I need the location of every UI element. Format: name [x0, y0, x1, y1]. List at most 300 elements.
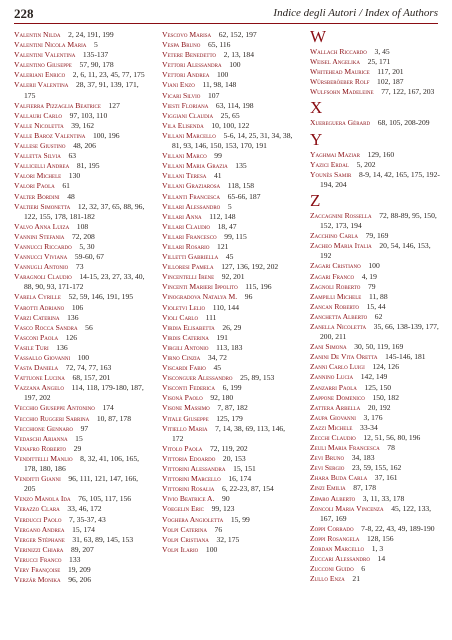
page-references: 68, 105, 208-209 [377, 118, 430, 128]
index-entry [14, 292, 146, 302]
author-name: Zattera Arbella [310, 402, 361, 412]
page-references: 99, 115 [224, 231, 247, 241]
author-name: Vescovo Marisa [162, 30, 212, 39]
index-entry [14, 30, 146, 40]
index-entry [162, 192, 294, 202]
page-references: 135-137 [82, 50, 109, 60]
index-entry [162, 474, 294, 484]
page-references: 73 [75, 262, 84, 272]
page-references: 72, 74, 77, 163 [65, 363, 112, 373]
page-references: 124, 126 [372, 362, 399, 372]
index-entry [14, 242, 146, 252]
page-references: 129, 160 [367, 149, 395, 159]
author-name: Virdis Caterina [162, 332, 209, 342]
index-entry [14, 252, 146, 262]
author-name: Zeuli Maria Francesca [310, 443, 380, 453]
author-name: Varzi Caterina [14, 312, 60, 322]
author-name: Vedaschi Arianna [14, 433, 68, 443]
index-entry [14, 70, 146, 80]
page-references: 72, 119, 202 [210, 443, 248, 453]
author-name: Virdia Elisabetta [162, 322, 215, 332]
page-references: 18, 47 [217, 221, 237, 231]
author-name: Vecchio Giuseppe Antonino [14, 403, 95, 413]
index-entry [14, 141, 146, 151]
page-references: 3, 176 [363, 412, 383, 422]
index-entry [14, 40, 146, 50]
author-name: Valori Michele [14, 171, 62, 181]
page-references: 12, 51, 56, 80, 196 [363, 433, 421, 442]
page-references: 29 [73, 443, 82, 453]
index-entry [162, 515, 294, 525]
page-references: 100 [229, 60, 241, 70]
page-references: 100 [77, 353, 90, 362]
author-name: Visconti Federica [162, 383, 215, 393]
author-name: Valvo Anna Luiza [14, 221, 70, 231]
author-name: Whitehead Maurice [310, 67, 370, 77]
index-entry [14, 192, 146, 202]
page-references: 65, 116 [207, 40, 231, 50]
index-entry [14, 565, 146, 575]
author-name: Zanchetta Alberto [310, 311, 368, 321]
index-entry [162, 151, 294, 161]
index-entry [162, 50, 294, 60]
page-references: 72, 88-89, 95, 150, 152, 173, 194 [320, 210, 437, 231]
index-entry [14, 383, 146, 403]
page-references: 23, 59, 155, 162 [351, 463, 402, 473]
index-entry [310, 393, 442, 403]
author-name: Zucconi Guido [310, 564, 354, 574]
author-name: Vallicelli Andrea [14, 161, 70, 171]
page-references: 113, 183 [216, 342, 243, 352]
index-entry [14, 101, 146, 111]
index-entry [14, 121, 146, 131]
author-name: Vittorini Rosalia [162, 484, 215, 494]
index-entry [310, 453, 442, 463]
author-name: Villoresi Pamela [162, 262, 214, 272]
page-references: 128, 156 [366, 533, 394, 543]
page-number: 228 [14, 6, 34, 21]
index-entry [162, 101, 294, 111]
page-references: 127 [108, 100, 120, 110]
page-references: 111 [205, 312, 217, 322]
author-name: Viesti Floriana [162, 100, 209, 110]
page-references: 100 [216, 70, 229, 80]
page-references: 121 [217, 241, 229, 251]
page-references: 107 [207, 90, 220, 100]
index-entry [310, 483, 442, 493]
page-references: 37, 161 [374, 473, 398, 483]
author-name: Vattuone Lucina [14, 373, 65, 383]
index-entry [14, 535, 146, 545]
author-name: Vazzana Angelo [14, 383, 64, 393]
author-name: Voegelin Eric [162, 504, 205, 514]
index-entry [310, 383, 442, 393]
index-entry [162, 323, 294, 333]
page-references: 72, 208 [72, 231, 95, 241]
page-references: 34, 72 [207, 353, 227, 362]
index-entry [162, 232, 294, 242]
index-entry [162, 242, 294, 252]
index-entry [162, 424, 294, 444]
author-name: Valle Nicoletta [14, 120, 64, 130]
index-entry [310, 443, 442, 453]
author-name: Vitale Giuseppe [162, 413, 209, 423]
index-column-1 [14, 30, 146, 585]
index-entry [310, 170, 442, 190]
page-references: 28, 37, 91, 139, 171, 175 [24, 80, 139, 100]
author-name: Zanella Nicoletta [310, 321, 367, 331]
index-entry [310, 118, 442, 128]
index-entry [310, 352, 442, 362]
page-references: 21 [352, 574, 360, 584]
page-references: 11, 88 [368, 291, 388, 301]
author-name: Valle Baroz Valentina [14, 130, 86, 140]
page-references: 99 [214, 151, 222, 161]
page-references: 63 [68, 151, 77, 161]
author-name: Vecchione Gennaro [14, 423, 73, 433]
index-entry [14, 403, 146, 413]
page-references: 34, 183 [351, 453, 375, 463]
index-entry [14, 363, 146, 373]
page-references: 78 [387, 443, 395, 453]
index-entry [162, 504, 294, 514]
index-entry [310, 524, 442, 534]
index-entry [162, 484, 294, 494]
author-name: Zecchi Claudio [310, 433, 356, 442]
page-references: 65-66, 187 [227, 191, 261, 201]
index-entry [162, 333, 294, 343]
index-entry [14, 80, 146, 100]
author-name: Valori Paola [14, 181, 55, 191]
index-entry [14, 515, 146, 525]
index-entry [162, 282, 294, 292]
page-references: 8-9, 14, 42, 165, 175, 192-194, 204 [320, 169, 440, 189]
author-name: Valfierra Pizzaglia Beatrice [14, 100, 101, 110]
index-entry [14, 202, 146, 222]
author-name: Zacheo Maria Italia [310, 241, 372, 251]
page-references: 20, 54, 146, 153, 192 [320, 241, 431, 261]
index-entry [162, 313, 294, 323]
index-entry [162, 303, 294, 313]
page-references: 102, 187 [377, 77, 404, 87]
index-entry [14, 333, 146, 343]
index-entry [162, 353, 294, 363]
author-name: Virgili Antonio [162, 342, 209, 352]
index-entry [14, 444, 146, 454]
index-entry [162, 414, 294, 424]
page-references: 35, 66, 138-139, 177, 200, 211 [320, 321, 439, 342]
author-name: Vannugli Antonio [14, 262, 69, 272]
index-entry [14, 323, 146, 333]
index-entry [14, 262, 146, 272]
page-references: 15, 151 [233, 464, 256, 474]
page-references: 33, 46, 172 [67, 504, 102, 514]
index-entry [162, 262, 294, 272]
page-references: 6, 22-23, 87, 154 [221, 484, 274, 494]
page-references: 25, 171 [367, 57, 391, 67]
author-name: Zannino Lucia [310, 372, 354, 382]
author-name: Villani Marcello [162, 130, 216, 140]
page-references: 136 [56, 342, 68, 352]
index-entry [162, 252, 294, 262]
author-name: Verinizzi Chiara [14, 544, 64, 554]
index-entry [162, 464, 294, 474]
author-name: Viani Enzo [162, 80, 195, 90]
page-references: 106 [71, 302, 84, 312]
author-name: Vannucci Viviana [14, 252, 68, 262]
index-entry [162, 70, 294, 80]
author-name: Verazzo Clara [14, 504, 60, 514]
author-name: Vannini Stefania [14, 231, 65, 241]
author-name: Vergano Andrea [14, 524, 65, 534]
author-name: Zaccagnini Rossella [310, 210, 372, 220]
index-entry [162, 373, 294, 383]
author-name: Valerii Valentina [14, 80, 69, 90]
page-references: 1, 3 [371, 544, 384, 554]
author-name: Zani Simona [310, 342, 347, 352]
author-name: Vasile Turi [14, 342, 49, 352]
page-references: 59-60, 67 [74, 252, 104, 262]
author-name: Valtieri Simonetta [14, 201, 71, 211]
index-entry [14, 272, 146, 292]
author-name: Xuereguera Gérard [310, 118, 371, 128]
author-name: Vendittelli Manlio [14, 453, 73, 463]
page-references: 26, 29 [222, 322, 242, 332]
index-entry [162, 40, 294, 50]
section-letter: X [310, 98, 323, 118]
index-entry [14, 161, 146, 171]
author-name: Varagnoli Claudio [14, 272, 72, 282]
page-references: 96 [244, 292, 253, 302]
author-name: Vittoria Edoardo [162, 453, 216, 463]
index-entry [14, 111, 146, 121]
index-entry [14, 181, 146, 191]
page-references: 20, 153 [222, 453, 246, 463]
author-name: Violetvi Lelio [162, 302, 206, 312]
index-entry [162, 535, 294, 545]
page-references: 5-6, 14, 25, 31, 34, 38, 81, 93, 146, 150, 153, 170, 191 [172, 130, 293, 151]
header-rule [14, 23, 438, 24]
page-references: 5, 30 [79, 241, 95, 251]
author-name: Visone Massimo [162, 403, 210, 413]
author-name: Zagari Franco [310, 271, 355, 281]
page-references: 2, 13, 184 [223, 50, 254, 60]
index-entry [14, 474, 146, 494]
index-entry [14, 373, 146, 383]
index-entry [14, 353, 146, 363]
index-entry [310, 282, 442, 292]
author-name: Volpi Caterina [162, 524, 207, 534]
author-name: Vitolo Paola [162, 443, 203, 453]
page-references: 19, 209 [67, 564, 91, 574]
author-name: Zullo Enza [310, 574, 345, 584]
page-references: 92, 180 [210, 393, 234, 403]
page-references: 45 [213, 363, 222, 373]
page-references: 45, 122, 133, 167, 169 [320, 503, 432, 523]
author-name: Vannucci Riccardo [14, 241, 72, 251]
page-references: 115, 196 [245, 282, 272, 292]
page-references: 5, 202 [356, 159, 376, 169]
index-entry [162, 222, 294, 232]
author-name: Ziparo Alberto [310, 493, 356, 503]
page-references: 145-146, 181 [385, 352, 426, 362]
index-entry [310, 362, 442, 372]
author-name: Vallese Giustino [14, 141, 66, 151]
author-name: Zanni Carlo Luigi [310, 362, 365, 372]
page-references: 62, 152, 197 [218, 30, 257, 39]
index-entry [162, 181, 294, 191]
running-title: Indice degli Autori / Index of Authors [273, 7, 438, 19]
page-references: 30, 50, 119, 169 [354, 342, 404, 352]
author-name: Vivio Beatrice A. [162, 494, 215, 504]
page-references: 90 [222, 494, 230, 504]
index-entry [14, 414, 146, 424]
index-entry [14, 171, 146, 181]
author-name: Zordan Marcello [310, 544, 365, 554]
author-name: Varotti Adriano [14, 302, 65, 312]
index-entry [310, 77, 442, 87]
index-entry [162, 131, 294, 151]
author-name: Zanzarri Paola [310, 382, 357, 392]
author-name: Vetere Benedetto [162, 50, 217, 60]
author-name: Wulfsohn Madeleine [310, 87, 374, 97]
page-references: 125, 179 [216, 413, 243, 423]
index-entry [162, 91, 294, 101]
author-name: Vettori Alessandra [162, 60, 222, 70]
author-name: Volpi Cristiana [162, 534, 209, 544]
index-entry [310, 272, 442, 282]
page-references: 100, 196 [92, 130, 120, 140]
index-entry [310, 574, 442, 584]
page-references: 79 [367, 281, 376, 291]
index-entry [310, 504, 442, 524]
author-name: Villari Anna [162, 211, 202, 221]
page-references: 7-8, 22, 43, 49, 189-190 [361, 523, 435, 533]
author-name: Vecchio Ruggeri Sabrina [14, 413, 90, 423]
page-references: 142, 149 [360, 372, 388, 382]
page-references: 15, 99 [230, 514, 250, 524]
index-entry [162, 383, 294, 393]
index-entry [14, 525, 146, 535]
page-references: 45 [225, 252, 234, 262]
author-name: Visonà Paolo [162, 393, 203, 403]
page-references: 136 [67, 312, 79, 322]
author-name: Voghera Angioletta [162, 514, 224, 524]
page-references: 52, 59, 146, 191, 195 [68, 292, 134, 302]
page-references: 96, 206 [68, 575, 92, 585]
author-name: Zagnoli Roberto [310, 281, 361, 291]
page-references: 97 [80, 423, 89, 433]
index-entry [310, 494, 442, 504]
page-references: 125, 150 [364, 382, 392, 392]
index-entry [310, 211, 442, 231]
page-references: 100 [368, 261, 380, 271]
author-name: Vettori Andrea [162, 70, 210, 80]
page-references: 114, 118, 179-180, 187, 197, 202 [24, 383, 144, 403]
index-entry [14, 424, 146, 434]
author-name: Zancan Roberto [310, 301, 359, 311]
page-references: 7, 87, 182 [217, 403, 248, 413]
index-entry [14, 343, 146, 353]
index-entry [162, 363, 294, 373]
page-references: 7, 35-37, 43 [69, 514, 106, 524]
author-name: Würsberöeber Rolf [310, 77, 370, 87]
author-name: Villetti Gabriella [162, 252, 219, 262]
author-name: Yaghmai Maziar [310, 149, 360, 159]
page-references: 12, 32, 37, 65, 88, 96, 122, 155, 178, 181-182 [24, 201, 145, 221]
index-entry [310, 342, 442, 352]
index-entry [162, 202, 294, 212]
index-entry [310, 231, 442, 241]
page-references: 39, 162 [71, 120, 95, 130]
page-references: 108 [76, 221, 89, 231]
author-name: Verucci Franco [14, 554, 62, 564]
page-references: 3, 11, 33, 178 [362, 493, 405, 503]
author-name: Vittorini Alessandra [162, 464, 226, 474]
author-name: Valter Bordini [14, 191, 60, 201]
page-references: 89, 207 [70, 544, 94, 554]
index-entry [162, 494, 294, 504]
author-name: Vincenti Marieri Ippolito [162, 282, 238, 292]
page-references: 77, 122, 167, 203 [381, 87, 435, 97]
author-name: Villari Alessandro [162, 201, 221, 211]
index-entry [162, 403, 294, 413]
author-name: Venditti Gianni [14, 474, 61, 484]
index-entry [162, 212, 294, 222]
page-references: 10, 100, 122 [211, 120, 250, 130]
index-entry [162, 30, 294, 40]
index-entry [162, 121, 294, 131]
index-entry [162, 393, 294, 403]
author-name: Vespa Bruno [162, 40, 201, 50]
page-references: 20, 192 [367, 402, 391, 412]
index-entry [310, 57, 442, 67]
author-name: Younès Samir [310, 169, 352, 179]
page-references: 191 [216, 332, 228, 342]
index-entry [310, 160, 442, 170]
page-references: 8, 32, 41, 106, 165, 178, 180, 186 [24, 453, 140, 474]
page-references: 110, 144 [212, 302, 240, 312]
page-references: 79, 169 [365, 231, 389, 241]
author-name: Varela Cyrille [14, 292, 61, 302]
index-entry [310, 241, 442, 261]
author-name: Wallach Riccardo [310, 47, 367, 56]
index-entry [310, 433, 442, 443]
index-entry [310, 322, 442, 342]
page-references: 76 [214, 524, 223, 534]
index-entry [310, 554, 442, 564]
author-name: Venzo Manola Ida [14, 494, 71, 504]
index-entry [310, 534, 442, 544]
page-references: 57, 90, 178 [79, 60, 114, 70]
page-references: 62 [374, 311, 383, 321]
index-entry [14, 454, 146, 474]
page-references: 15, 174 [72, 524, 95, 534]
page-references: 4, 19 [361, 271, 377, 281]
index-entry [310, 473, 442, 483]
page-references: 5 [227, 201, 232, 211]
author-name: Zazzi Michele [310, 422, 353, 432]
author-name: Villani Teresa [162, 171, 207, 181]
index-entry [14, 575, 146, 585]
index-entry [310, 423, 442, 433]
page-references: 25, 65 [220, 110, 240, 120]
author-name: Zhara Buda Carla [310, 473, 368, 483]
page-references: 56 [85, 322, 93, 332]
page-references: 96, 111, 121, 147, 166, 205 [24, 474, 139, 494]
page-references: 14 [377, 554, 386, 564]
page-references: 2, 6, 11, 23, 45, 77, 175 [72, 70, 145, 80]
